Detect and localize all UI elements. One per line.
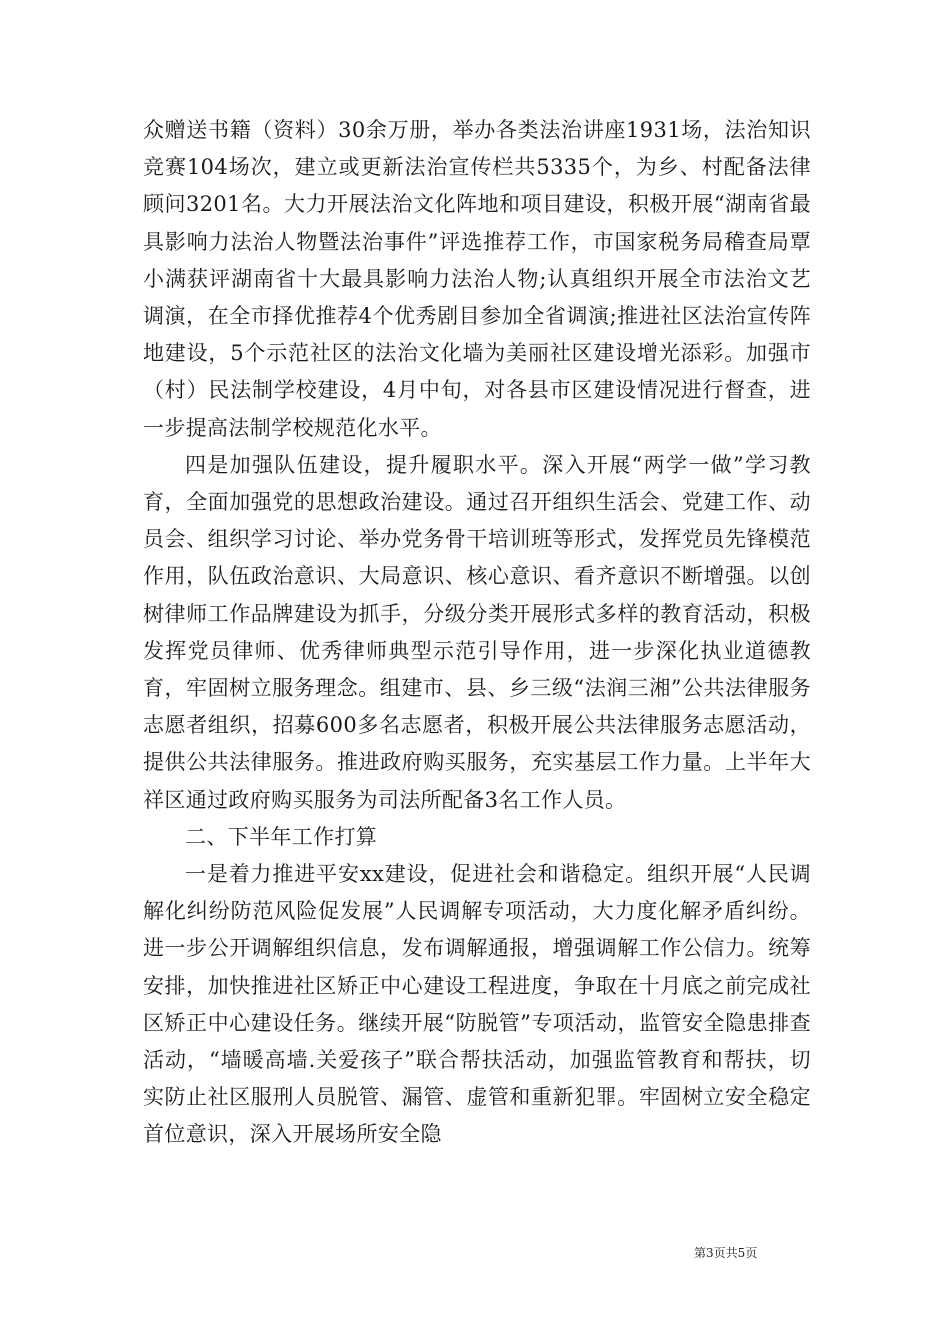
section-heading: 二、下半年工作打算 xyxy=(185,824,378,849)
paragraph-2: 四是加强队伍建设，提升履职水平。深入开展“两学一做”学习教育，全面加强党的思想政治建设。通过召开组织生活会、党建工作、动员会、组织学习讨论、举办党务骨干培训班等形式，发挥党员先锋模范作用，队伍政治意识、大局意识、核心意识、看齐意识不断增强。以创树律师工作品牌建设为抓手，分级分类开展形式多样的教育活动，积极发挥党员律师、优秀律师典型示范引导作用，进一步深化执业道德教育，牢固树立服务理念。组建市、县、乡三级“法润三湘”公共法律服务志愿者组织，招募600多名志愿者，积极开展公共法律服务志愿活动，提供公共法律服务。推进政府购买服务，充实基层工作力量。上半年大祥区通过政府购买服务为司法所配备3名工作人员。 xyxy=(143,452,811,812)
paragraph-3: 一是着力推进平安xx建设，促进社会和谐稳定。组织开展“人民调解化纠纷防范风险促发展”人民调解专项活动，大力度化解矛盾纠纷。进一步公开调解组织信息，发布调解通报，增强调解工作公信力。统筹安排，加快推进社区矫正中心建设工程进度，争取在十月底之前完成社区矫正中心建设任务。继续开展“防脱管”专项活动，监管安全隐患排查活动，“墙暖高墙.关爱孩子”联合帮扶活动，加强监管教育和帮扶，切实防止社区服刑人员脱管、漏管、虚管和重新犯罪。牢固树立安全稳定首位意识，深入开展场所安全隐 xyxy=(143,862,811,1147)
body-text xyxy=(143,112,811,1154)
page-number: 第3页共5页 xyxy=(694,1246,758,1260)
paragraph-1: 众赠送书籍（资料）30余万册，举办各类法治讲座1931场，法治知识竞赛104场次，建立或更新法治宣传栏共5335个，为乡、村配备法律顾问3201名。大力开展法治文化阵地和项目建设，积极开展“湖南省最具影响力法治人物暨法治事件”评选推荐工作，市国家税务局稽查局覃小满获评湖南省十大最具影响力法治人物;认真组织开展全市法治文艺调演，在全市择优推荐4个优秀剧目参加全省调演;推进社区法治宣传阵地建设，5个示范社区的法治文化墙为美丽社区建设增光添彩。加强市（村）民法制学校建设，4月中旬，对各县市区建设情况进行督查，进一步提高法制学校规范化水平。 xyxy=(143,118,811,440)
